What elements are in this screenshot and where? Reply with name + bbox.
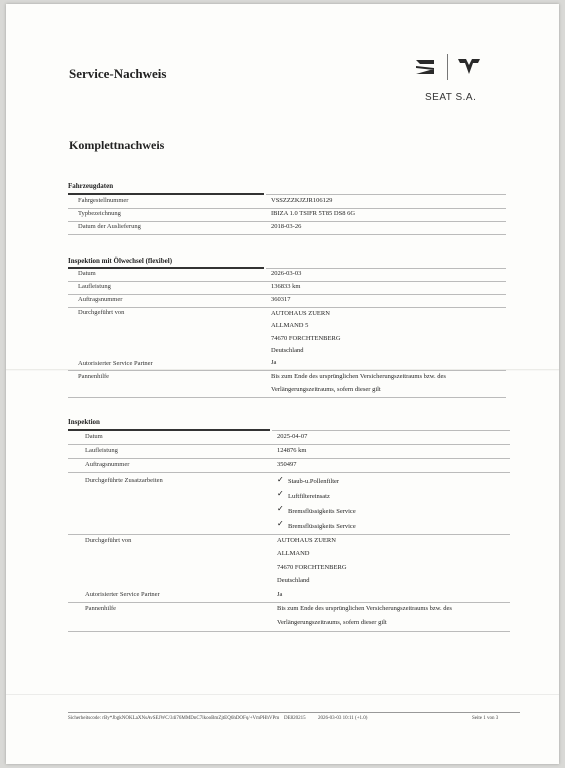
address-line: 74670 FORCHTENBERG	[277, 564, 347, 571]
address-line: AUTOHAUS ZUERN	[271, 310, 330, 317]
document-title: Service-Nachweis	[69, 66, 167, 81]
field-label: Datum	[78, 270, 96, 277]
row-line	[272, 430, 510, 431]
address-line: ALLMAND	[277, 550, 310, 557]
seat-logo-icon	[414, 56, 436, 78]
row-line	[68, 208, 506, 209]
row-line	[68, 602, 510, 603]
field-value: Bis zum Ende des ursprünglichen Versicherungszeitraums bzw. des	[277, 605, 452, 612]
field-label: Pannenhilfe	[78, 373, 110, 380]
field-value: Ja	[277, 591, 283, 598]
checkmark-icon: ✓	[277, 504, 284, 513]
row-line	[68, 221, 506, 222]
row-line	[68, 458, 510, 459]
section-rule	[68, 429, 270, 431]
section-rule	[68, 193, 264, 195]
row-line	[68, 472, 510, 473]
field-label: Laufleistung	[85, 447, 118, 454]
work-item: Luftfiltereinsatz	[288, 493, 330, 500]
field-value: 2025-04-07	[277, 433, 308, 440]
field-label: Laufleistung	[78, 283, 111, 290]
field-label: Datum	[85, 433, 103, 440]
timestamp: 2026-03-03 10:11 (+1.0)	[318, 716, 368, 721]
document-subtitle: Komplettnachweis	[69, 138, 165, 152]
field-label: Datum der Auslieferung	[78, 223, 141, 230]
work-item: Staub-u.Pollenfilter	[288, 478, 340, 485]
logo-divider	[447, 54, 448, 80]
field-label: Durchgeführt von	[78, 309, 125, 316]
footer-rule	[68, 712, 520, 713]
row-line	[68, 631, 510, 632]
field-value: Bis zum Ende des ursprünglichen Versicherungszeitraums bzw. des	[271, 373, 446, 380]
work-item: Bremsflüssigkeits Service	[288, 508, 356, 515]
brand-name: SEAT S.A.	[425, 92, 477, 103]
field-label: Durchgeführte Zusatzarbeiten	[85, 477, 163, 484]
field-value: 350497	[277, 461, 297, 468]
checkmark-icon: ✓	[277, 519, 284, 528]
work-item: Bremsflüssigkeits Service	[288, 523, 356, 530]
row-line	[68, 370, 506, 371]
field-label: Auftragsnummer	[78, 296, 123, 303]
row-line	[68, 534, 510, 535]
address-line: ALLMAND 5	[271, 322, 309, 329]
checkmark-icon: ✓	[277, 475, 284, 484]
field-value: 136833 km	[271, 283, 301, 290]
field-value: Verlängerungszeitraums, sofern dieser gilt	[277, 619, 387, 626]
section-title: Fahrzeugdaten	[68, 182, 114, 190]
field-label: Typbezeichnung	[78, 210, 121, 217]
security-code: Sicherheitscode: rBy*JbgkNOKLaXNsAvSEJWC/34i76MMDnC7lkooBmZjtEQ6hDOFq/+VmPHhVPm	[68, 716, 280, 721]
field-value: Verlängerungszeitraums, sofern dieser gilt	[271, 386, 381, 393]
field-label: Fahrgestellnummer	[78, 197, 129, 204]
field-label: Autorisierter Service Partner	[78, 360, 153, 367]
address-line: 74670 FORCHTENBERG	[271, 335, 341, 342]
address-line: Deutschland	[277, 577, 310, 584]
page-number: Seite 1 von 3	[472, 716, 499, 721]
field-value: Ja	[271, 359, 277, 366]
row-line	[266, 268, 506, 269]
row-line	[68, 444, 510, 445]
field-value: IBIZA 1.0 TSIFR 5T85 DS8 6G	[271, 210, 356, 217]
row-line	[68, 294, 506, 295]
row-line	[68, 307, 506, 308]
field-value: 360317	[271, 296, 291, 303]
field-value: 2026-03-03	[271, 270, 302, 277]
field-label: Auftragsnummer	[85, 461, 130, 468]
section-rule	[68, 267, 264, 269]
field-label: Durchgeführt von	[85, 537, 132, 544]
document-page	[6, 4, 559, 764]
field-value: 2018-03-26	[271, 223, 302, 230]
row-line	[266, 194, 506, 195]
section-title: Inspektion mit Ölwechsel (flexibel)	[68, 257, 173, 265]
cupra-logo-icon	[457, 56, 481, 78]
field-value: VSSZZZKJZJR106129	[271, 197, 333, 204]
address-line: Deutschland	[271, 347, 304, 354]
address-line: AUTOHAUS ZUERN	[277, 537, 336, 544]
field-label: Pannenhilfe	[85, 605, 117, 612]
field-value: 124876 km	[277, 447, 307, 454]
field-label: Autorisierter Service Partner	[85, 591, 160, 598]
paper-fold-lower	[6, 694, 559, 695]
document-id: DE820215	[284, 716, 306, 721]
checkmark-icon: ✓	[277, 489, 284, 498]
section-title: Inspektion	[68, 418, 100, 426]
row-line	[68, 281, 506, 282]
row-line	[68, 397, 506, 398]
row-line	[68, 234, 506, 235]
